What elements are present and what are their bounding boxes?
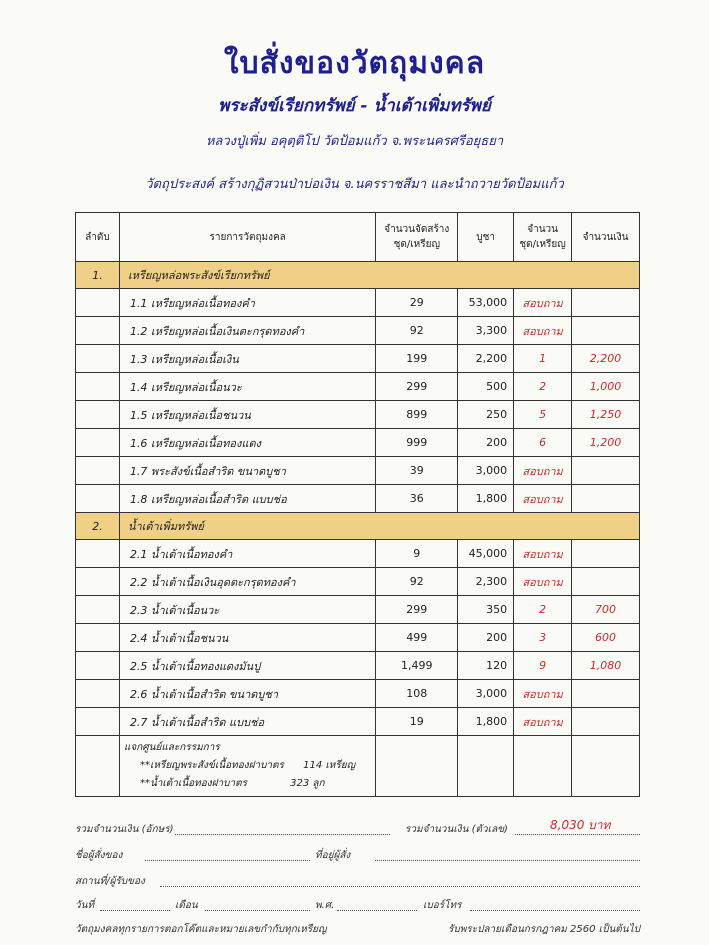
- section-header-row: [76, 262, 640, 289]
- item-order[interactable]: 1: [514, 345, 572, 373]
- notes-empty-cell: [458, 736, 514, 797]
- item-name: 1.7 พระสังข์เนื้อสำริด ขนาดบูชา: [119, 457, 375, 485]
- footer-note-left: วัตถุมงคลทุกรายการตอกโค๊ตและหมายเลขกำกับทุกเหรียญ: [75, 924, 327, 935]
- empty-index-cell: [76, 401, 120, 429]
- item-amount[interactable]: [572, 680, 640, 708]
- item-price: 500: [458, 373, 514, 401]
- header-item: รายการวัตถุมงคล: [119, 213, 375, 262]
- address-label: ที่อยู่ผู้สั่ง: [315, 850, 351, 861]
- notes-title: แจกศูนย์และกรรมการ: [123, 742, 220, 753]
- item-order[interactable]: สอบถาม: [514, 540, 572, 568]
- page-title: ใบสั่งของวัตถุมงคล: [223, 46, 486, 81]
- item-qty: 299: [376, 596, 458, 624]
- item-price: 2,300: [458, 568, 514, 596]
- item-order[interactable]: 5: [514, 401, 572, 429]
- empty-index-cell: [76, 485, 120, 513]
- item-order[interactable]: 3: [514, 624, 572, 652]
- empty-index-cell: [76, 680, 120, 708]
- empty-index-cell: [76, 373, 120, 401]
- place-label: สถานที่/ผู้รับของ: [75, 876, 145, 887]
- item-order[interactable]: 6: [514, 429, 572, 457]
- table-row: [76, 652, 640, 680]
- monk-line: หลวงปู่เพิ่ม อคุตฺติโป วัดป้อมแก้ว จ.พระนครศรีอยุธยา: [205, 134, 504, 149]
- item-name: 2.2 น้ำเต้าเนื้อเงินอุดตะกรุดทองคำ: [119, 568, 375, 596]
- table-row: [76, 457, 640, 485]
- notes-empty-cell: [514, 736, 572, 797]
- item-price: 200: [458, 429, 514, 457]
- notes-line2-value: 323 ลูก: [290, 778, 325, 789]
- item-price: 120: [458, 652, 514, 680]
- purpose-line: วัตถุประสงค์ สร้างกุฏิสวนป่าบ่อเงิน จ.นครราชสีมา และนำถวายวัดป้อมแก้ว: [145, 177, 564, 192]
- section-header-row: [76, 513, 640, 540]
- month-label: เดือน: [175, 900, 198, 911]
- item-name: 1.3 เหรียญหล่อเนื้อเงิน: [119, 345, 375, 373]
- notes-line1-label: **เหรียญพระสังข์เนื้อทองฝาบาตร: [139, 760, 284, 771]
- empty-index-cell: [76, 317, 120, 345]
- notes-empty-cell: [572, 736, 640, 797]
- item-qty: 9: [376, 540, 458, 568]
- item-order[interactable]: สอบถาม: [514, 457, 572, 485]
- table-row: [76, 540, 640, 568]
- table-row: [76, 345, 640, 373]
- month-field[interactable]: [205, 898, 310, 911]
- notes-cell: [119, 736, 375, 797]
- total-number-value: 8,030 บาท: [550, 818, 611, 832]
- item-amount[interactable]: 700: [572, 596, 640, 624]
- orderer-label: ชื่อผู้สั่งของ: [75, 850, 123, 861]
- item-name: 2.1 น้ำเต้าเนื้อทองคำ: [119, 540, 375, 568]
- empty-index-cell: [76, 457, 120, 485]
- item-name: 1.1 เหรียญหล่อเนื้อทองคำ: [119, 289, 375, 317]
- item-qty: 999: [376, 429, 458, 457]
- item-name: 1.8 เหรียญหล่อเนื้อสำริด แบบช่อ: [119, 485, 375, 513]
- item-name: 2.7 น้ำเต้าเนื้อสำริด แบบช่อ: [119, 708, 375, 736]
- empty-index-cell: [76, 624, 120, 652]
- item-price: 45,000: [458, 540, 514, 568]
- item-amount[interactable]: 1,000: [572, 373, 640, 401]
- item-amount[interactable]: [572, 568, 640, 596]
- item-name: 1.4 เหรียญหล่อเนื้อนวะ: [119, 373, 375, 401]
- item-qty: 36: [376, 485, 458, 513]
- section-index: 1.: [76, 262, 120, 289]
- item-qty: 92: [376, 568, 458, 596]
- year-field[interactable]: [337, 898, 417, 911]
- table-row: [76, 680, 640, 708]
- section-title: เหรียญหล่อพระสังข์เรียกทรัพย์: [119, 262, 639, 289]
- item-order[interactable]: สอบถาม: [514, 680, 572, 708]
- item-name: 1.2 เหรียญหล่อเนื้อเงินตะกรุดทองคำ: [119, 317, 375, 345]
- item-price: 350: [458, 596, 514, 624]
- section-index: 2.: [76, 513, 120, 540]
- item-order[interactable]: สอบถาม: [514, 568, 572, 596]
- table-row: [76, 289, 640, 317]
- notes-row: [76, 736, 640, 797]
- total-words-label: รวมจำนวนเงิน (อักษร): [75, 824, 174, 835]
- header-qty: จำนวนจัดสร้าง ชุด/เหรียญ: [376, 213, 458, 262]
- item-order[interactable]: สอบถาม: [514, 289, 572, 317]
- item-name: 2.4 น้ำเต้าเนื้อชนวน: [119, 624, 375, 652]
- item-amount[interactable]: [572, 708, 640, 736]
- empty-index-cell: [76, 708, 120, 736]
- day-field[interactable]: [100, 898, 170, 911]
- item-amount[interactable]: [572, 457, 640, 485]
- item-qty: 19: [376, 708, 458, 736]
- footer-notes-row: [75, 922, 640, 937]
- address-field[interactable]: [375, 848, 640, 861]
- item-qty: 39: [376, 457, 458, 485]
- day-label: วันที่: [75, 900, 95, 911]
- item-price: 200: [458, 624, 514, 652]
- item-amount[interactable]: 1,250: [572, 401, 640, 429]
- item-amount[interactable]: [572, 485, 640, 513]
- notes-line1-value: 114 เหรียญ: [303, 760, 356, 771]
- item-order[interactable]: 9: [514, 652, 572, 680]
- table-row: [76, 401, 640, 429]
- header-price: บูชา: [458, 213, 514, 262]
- empty-index-cell: [76, 568, 120, 596]
- item-amount[interactable]: 1,200: [572, 429, 640, 457]
- orderer-field[interactable]: [145, 848, 310, 861]
- notes-empty-cell: [376, 736, 458, 797]
- item-amount[interactable]: [572, 289, 640, 317]
- item-amount[interactable]: 600: [572, 624, 640, 652]
- item-name: 1.5 เหรียญหล่อเนื้อชนวน: [119, 401, 375, 429]
- item-order[interactable]: สอบถาม: [514, 708, 572, 736]
- year-label: พ.ศ.: [315, 900, 335, 911]
- table-row: [76, 596, 640, 624]
- total-words-field[interactable]: [175, 822, 390, 835]
- item-order[interactable]: 2: [514, 596, 572, 624]
- footer-note-right: รับพระปลายเดือนกรกฎาคม 2560 เป็นต้นไป: [448, 924, 640, 935]
- header-index: ลำดับ: [76, 213, 120, 262]
- item-qty: 299: [376, 373, 458, 401]
- table-row: [76, 485, 640, 513]
- item-price: 250: [458, 401, 514, 429]
- empty-index-cell: [76, 289, 120, 317]
- item-qty: 92: [376, 317, 458, 345]
- total-number-label: รวมจำนวนเงิน (ตัวเลข): [405, 824, 508, 835]
- table-header-row: [76, 213, 640, 262]
- empty-index-cell: [76, 652, 120, 680]
- item-amount[interactable]: 2,200: [572, 345, 640, 373]
- header-order: จำนวน ชุด/เหรียญ: [514, 213, 572, 262]
- table-row: [76, 568, 640, 596]
- item-price: 3,000: [458, 457, 514, 485]
- header-amount: จำนวนเงิน: [572, 213, 640, 262]
- section-title: น้ำเต้าเพิ่มทรัพย์: [119, 513, 639, 540]
- table-row: [76, 708, 640, 736]
- item-qty: 899: [376, 401, 458, 429]
- item-order[interactable]: 2: [514, 373, 572, 401]
- item-price: 3,000: [458, 680, 514, 708]
- order-table: [75, 212, 640, 797]
- item-amount[interactable]: [572, 317, 640, 345]
- empty-index-cell: [76, 429, 120, 457]
- item-price: 2,200: [458, 345, 514, 373]
- item-name: 1.6 เหรียญหล่อเนื้อทองแดง: [119, 429, 375, 457]
- item-order[interactable]: สอบถาม: [514, 485, 572, 513]
- place-field[interactable]: [160, 874, 640, 887]
- empty-index-cell: [76, 345, 120, 373]
- item-price: 3,300: [458, 317, 514, 345]
- item-qty: 1,499: [376, 652, 458, 680]
- item-price: 1,800: [458, 708, 514, 736]
- table-row: [76, 317, 640, 345]
- notes-index-cell: [76, 736, 120, 797]
- item-qty: 29: [376, 289, 458, 317]
- item-qty: 199: [376, 345, 458, 373]
- footer-total-row: [75, 818, 640, 837]
- item-name: 2.3 น้ำเต้าเนื้อนวะ: [119, 596, 375, 624]
- phone-label: เบอร์โทร: [423, 900, 462, 911]
- footer-place-row: [75, 874, 640, 889]
- item-price: 53,000: [458, 289, 514, 317]
- notes-line2-label: **น้ำเต้าเนื้อทองฝาบาตร: [139, 778, 247, 789]
- item-amount[interactable]: 1,080: [572, 652, 640, 680]
- item-order[interactable]: สอบถาม: [514, 317, 572, 345]
- empty-index-cell: [76, 540, 120, 568]
- page-subtitle: พระสังข์เรียกทรัพย์ - น้ำเต้าเพิ่มทรัพย์: [218, 96, 491, 116]
- item-amount[interactable]: [572, 540, 640, 568]
- item-name: 2.5 น้ำเต้าเนื้อทองแดงมันปู: [119, 652, 375, 680]
- item-name: 2.6 น้ำเต้าเนื้อสำริด ขนาดบูชา: [119, 680, 375, 708]
- item-price: 1,800: [458, 485, 514, 513]
- phone-field[interactable]: [470, 898, 640, 911]
- footer-orderer-row: [75, 848, 640, 863]
- table-row: [76, 429, 640, 457]
- item-qty: 499: [376, 624, 458, 652]
- item-qty: 108: [376, 680, 458, 708]
- table-row: [76, 373, 640, 401]
- empty-index-cell: [76, 596, 120, 624]
- footer-date-row: [75, 898, 640, 913]
- table-row: [76, 624, 640, 652]
